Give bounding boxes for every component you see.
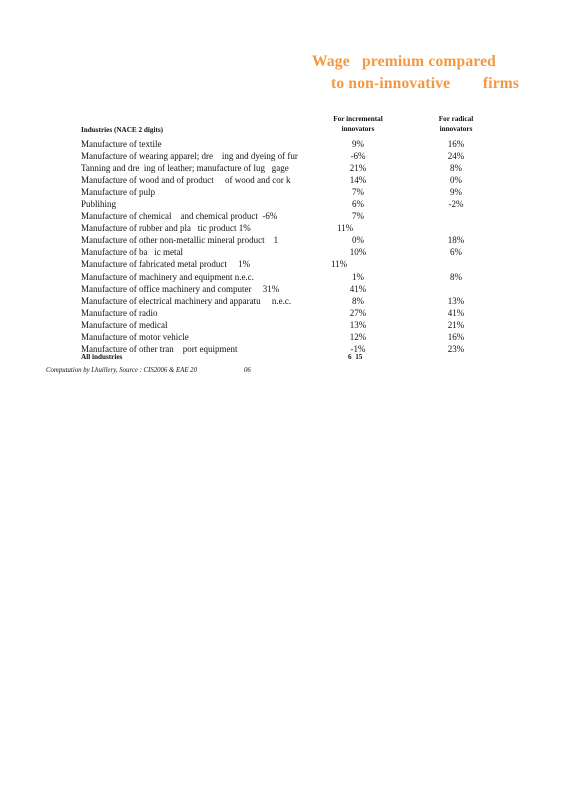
incremental-premium: 7% [352, 211, 364, 222]
incremental-premium: 10% [349, 247, 367, 258]
industry-label: Manufacture of wood and of product of wood and cor k [81, 175, 291, 186]
table-row [81, 198, 541, 210]
radical-premium: -2% [448, 199, 464, 210]
industry-label: Manufacture of machinery and equipment n.e.c. [81, 271, 254, 282]
radical-premium: 8% [450, 163, 462, 174]
industry-label: Manufacture of radio [81, 307, 158, 318]
table-row [81, 331, 541, 343]
radical-premium: 6% [450, 247, 462, 258]
radical-header-line-2: innovators [439, 125, 473, 133]
industry-label: Manufacture of office machinery and computer 31% [81, 283, 280, 294]
all-industries-label: All industries [81, 353, 123, 361]
table-row [81, 186, 541, 198]
incremental-premium: 41% [349, 283, 367, 294]
table-row [81, 234, 541, 246]
radical-premium: 8% [450, 271, 462, 282]
shifted-value: 11% [337, 223, 354, 234]
radical-header-line-1: For radical [438, 115, 474, 123]
industry-label: Manufacture of medical [81, 319, 168, 330]
industry-column-header [81, 125, 163, 135]
title-line-2: to non-innovative firms [331, 75, 520, 92]
table-row [81, 283, 541, 295]
incremental-premium: 27% [349, 307, 367, 318]
radical-premium: 21% [447, 319, 465, 330]
table-row [81, 210, 541, 222]
title-line-1: Wage premium compared [312, 53, 496, 70]
table-row [81, 343, 541, 355]
radical-premium: 18% [447, 235, 465, 246]
radical-premium: 16% [447, 331, 465, 342]
table-row [81, 138, 541, 150]
incremental-premium: 13% [349, 319, 367, 330]
radical-premium: 41% [447, 307, 465, 318]
industry-label: Manufacture of ba ic metal [81, 247, 183, 258]
radical-premium: 9% [450, 187, 462, 198]
incremental-premium: 0% [352, 235, 364, 246]
industry-label: Manufacture of textile [81, 139, 162, 149]
radical-premium: 24% [447, 151, 465, 162]
table-row [81, 150, 541, 162]
incremental-premium: 1% [352, 271, 364, 282]
radical-column-header [416, 114, 496, 134]
incremental-column-header [318, 114, 398, 134]
incremental-premium: 9% [352, 139, 364, 149]
table-row [81, 307, 541, 319]
table-row [81, 246, 541, 258]
industry-label: Manufacture of pulp [81, 187, 155, 198]
industry-header-label: Industries (NACE 2 digits) [81, 126, 164, 134]
incremental-premium: 8% [352, 295, 364, 306]
source-note: Computation by Lhuillery, Source : CIS2006 & EAE 20 [46, 367, 197, 374]
incremental-header-line-1: For incremental [333, 115, 383, 123]
industry-label: Manufacture of wearing apparel; dre ing and dyeing of fur [81, 151, 298, 162]
radical-premium: 16% [447, 139, 465, 149]
industry-label: Manufacture of other tran port equipment [81, 343, 238, 354]
incremental-premium: -1% [350, 343, 366, 354]
industry-table [81, 138, 541, 355]
table-row [81, 222, 541, 234]
radical-premium: 0% [450, 175, 462, 186]
industry-label: Manufacture of rubber and pla tic product 1% [81, 223, 251, 234]
all-industries-value: 6 15 [348, 353, 363, 361]
incremental-premium: 14% [349, 175, 367, 186]
industry-label: Publihing [81, 199, 117, 210]
industry-label: Manufacture of chemical and chemical product -6% [81, 211, 278, 222]
incremental-premium: -6% [350, 151, 366, 162]
industry-label: Manufacture of motor vehicle [81, 331, 189, 342]
incremental-header-line-2: innovators [341, 125, 375, 133]
incremental-premium: 12% [349, 331, 367, 342]
industry-label: Manufacture of fabricated metal product 1% [81, 259, 251, 270]
table-row [81, 271, 541, 283]
table-row [81, 295, 541, 307]
table-row [81, 162, 541, 174]
incremental-premium: 6% [352, 199, 364, 210]
radical-premium: 23% [447, 343, 465, 354]
radical-premium: 13% [447, 295, 465, 306]
industry-label: Tanning and dre ing of leather; manufacture of lug gage [81, 163, 289, 174]
incremental-premium: 21% [349, 163, 367, 174]
shifted-value: 11% [331, 259, 348, 270]
table-row [81, 258, 541, 270]
source-year-suffix: 06 [244, 367, 251, 374]
table-row [81, 319, 541, 331]
table-row [81, 174, 541, 186]
incremental-premium: 7% [352, 187, 364, 198]
industry-label: Manufacture of other non-metallic mineral product 1 [81, 235, 279, 246]
industry-label: Manufacture of electrical machinery and apparatu n.e.c. [81, 295, 292, 306]
